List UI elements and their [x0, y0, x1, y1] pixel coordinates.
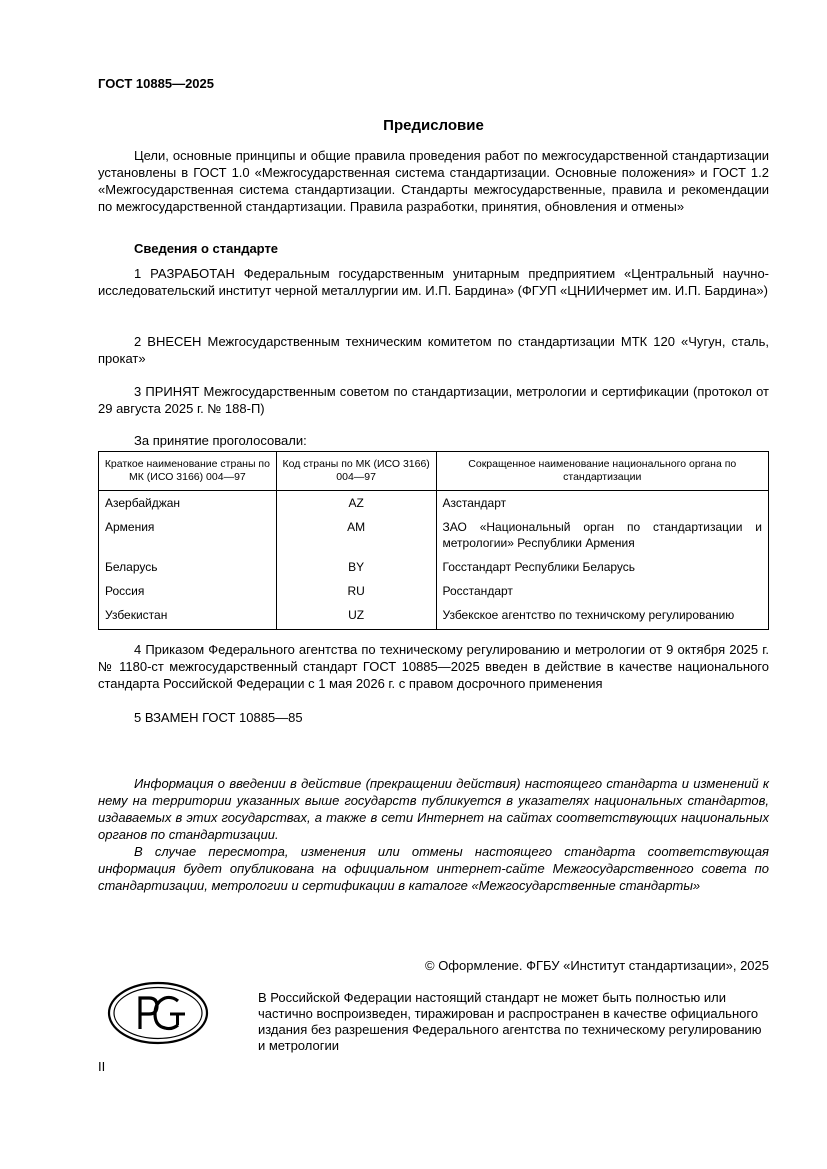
item-4-enactment: 4 Приказом Федерального агентства по техническому регулированию и метрологии от 9 октября 2025 г. № 1180-ст межгосударственный стандарт ГОСТ 10885—2025 введен в действие в качестве национального стандарта Российской Федерации с 1 мая 2026 г. с правом досрочного применения — [98, 642, 769, 691]
cell-country: Узбекистан — [99, 603, 277, 630]
cell-country: Армения — [99, 515, 277, 555]
notice-paragraph-1: Информация о введении в действие (прекращении действия) настоящего стандарта и изменений к нему на территории указанных выше государств публикуется в указателях национальных стандартов, издаваемых в этих государствах, а также в сети Интернет на сайтах соответствующих национальных органов по стандартизации. — [98, 776, 769, 842]
cell-body: Росстандарт — [436, 579, 769, 603]
table-row — [99, 603, 769, 630]
cell-body: Госстандарт Республики Беларусь — [436, 555, 769, 579]
table-row — [99, 491, 769, 516]
item-5-replaces: 5 ВЗАМЕН ГОСТ 10885—85 — [134, 710, 303, 725]
cell-code: AM — [276, 515, 436, 555]
page-title: Предисловие — [383, 117, 484, 134]
rights-notice: В Российской Федерации настоящий стандарт не может быть полностью или частично воспроизведен, тиражирован и распространен в качестве официального издания без разрешения Федерального агентства по техническому регулированию и метрологии — [258, 990, 762, 1053]
cell-country: Азербайджан — [99, 491, 277, 516]
voting-countries-table — [98, 451, 769, 630]
vote-caption: За принятие проголосовали: — [134, 433, 307, 448]
table-row — [99, 579, 769, 603]
cell-code: AZ — [276, 491, 436, 516]
item-2-submitted: 2 ВНЕСЕН Межгосударственным техническим комитетом по стандартизации МТК 120 «Чугун, сталь, прокат» — [98, 334, 769, 366]
header-country-code: Код страны по МК (ИСО 3166) 004—97 — [276, 452, 436, 491]
notice-paragraph-2: В случае пересмотра, изменения или отмены настоящего стандарта соответствующая информация будет опубликована на официальном интернет-сайте Межгосударственного совета по стандартизации, метрологии и сертификации в каталоге «Межгосударственные стандарты» — [98, 844, 769, 893]
gost-r-logo-icon — [107, 981, 209, 1045]
cell-body: Азстандарт — [436, 491, 769, 516]
header-country-name: Краткое наименование страны по МК (ИСО 3166) 004—97 — [99, 452, 277, 491]
item-1-developed: 1 РАЗРАБОТАН Федеральным государственным унитарным предприятием «Центральный научно-исследовательский институт черной металлургии им. И.П. Бардина» (ФГУП «ЦНИИчермет им. И.П. Бардина») — [98, 266, 769, 298]
header-national-body: Сокращенное наименование национального органа по стандартизации — [436, 452, 769, 491]
cell-code: UZ — [276, 603, 436, 630]
cell-body: ЗАО «Национальный орган по стандартизации и метрологии» Республики Армения — [436, 515, 769, 555]
cell-country: Беларусь — [99, 555, 277, 579]
table-row — [99, 555, 769, 579]
cell-code: BY — [276, 555, 436, 579]
intro-paragraph: Цели, основные принципы и общие правила проведения работ по межгосударственной стандартизации установлены в ГОСТ 1.0 «Межгосударственная система стандартизации. Основные положения» и ГОСТ 1.2 «Межгосударственная система стандартизации. Стандарты межгосударственные, правила и рекомендации по межгосударственной стандартизации. Правила разработки, принятия, обновления и отмены» — [98, 148, 769, 214]
cell-code: RU — [276, 579, 436, 603]
document-header: ГОСТ 10885—2025 — [98, 76, 214, 91]
table-row — [99, 515, 769, 555]
page-number: II — [98, 1059, 106, 1074]
copyright-line: © Оформление. ФГБУ «Институт стандартизации», 2025 — [425, 958, 769, 973]
info-heading: Сведения о стандарте — [134, 241, 279, 256]
item-3-adopted: 3 ПРИНЯТ Межгосударственным советом по стандартизации, метрологии и сертификации (протокол от 29 августа 2025 г. № 188-П) — [98, 384, 769, 416]
cell-body: Узбекское агентство по техничскому регулированию — [436, 603, 769, 630]
table-header-row — [99, 452, 769, 491]
cell-country: Россия — [99, 579, 277, 603]
